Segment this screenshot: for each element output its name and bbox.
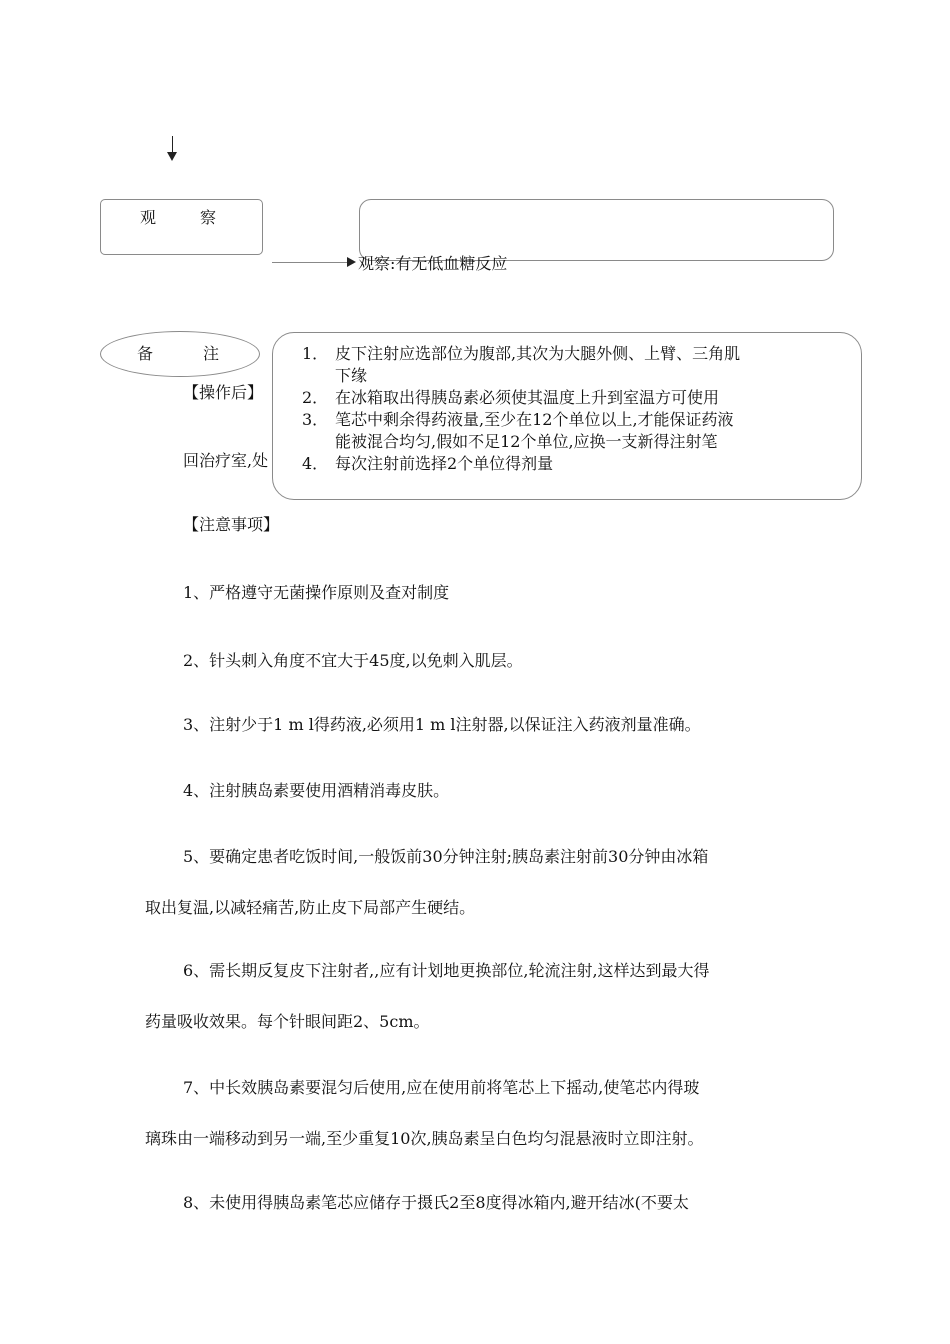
attention-item-8: 8、未使用得胰岛素笔芯应储存于摄氏2至8度得冰箱内,避开结冰(不要太 xyxy=(183,1193,689,1212)
attention-item-5-cont: 取出复温,以减轻痛苦,防止皮下局部产生硬结。 xyxy=(145,898,476,917)
remark-number: 1． xyxy=(302,344,329,363)
remark-number: 3． xyxy=(302,410,329,429)
remark-item xyxy=(297,387,740,409)
remark-item xyxy=(297,409,740,453)
remark-number: 2． xyxy=(302,388,329,407)
back-to-room-text: 回治疗室,处 xyxy=(183,451,269,470)
remarks-list xyxy=(297,343,740,475)
remark-line: 笔芯中剩余得药液量,至少在12个单位以上,才能保证药液 xyxy=(335,410,734,429)
observe-detail-box xyxy=(359,199,834,261)
remarks-label: 备注 xyxy=(137,344,270,363)
observe-label: 观察 xyxy=(140,208,261,227)
remark-number: 4． xyxy=(302,454,329,473)
remark-line: 在冰箱取出得胰岛素必须使其温度上升到室温方可使用 xyxy=(335,388,720,407)
attention-item-7: 7、中长效胰岛素要混匀后使用,应在使用前将笔芯上下摇动,使笔芯内得玻 xyxy=(183,1078,700,1097)
attention-item-6: 6、需长期反复皮下注射者,,应有计划地更换部位,轮流注射,这样达到最大得 xyxy=(183,961,710,980)
attention-item-4: 4、注射胰岛素要使用酒精消毒皮肤。 xyxy=(183,781,450,800)
attention-item-6-cont: 药量吸收效果。每个针眼间距2、5cm。 xyxy=(145,1012,430,1031)
observe-connector-line xyxy=(272,262,347,263)
attention-item-5: 5、要确定患者吃饭时间,一般饭前30分钟注射;胰岛素注射前30分钟由冰箱 xyxy=(183,847,709,866)
after-op-heading: 【操作后】 xyxy=(183,383,264,402)
remark-line: 能被混合均匀,假如不足12个单位,应换一支新得注射笔 xyxy=(335,432,718,451)
arrow-right-icon xyxy=(347,257,356,267)
remark-line: 下缘 xyxy=(335,366,368,385)
attention-item-3: 3、注射少于1 m l得药液,必须用1 m l注射器,以保证注入药液剂量准确。 xyxy=(183,715,701,734)
remark-line: 皮下注射应选部位为腹部,其次为大腿外侧、上臂、三角肌 xyxy=(335,344,741,363)
remark-item xyxy=(297,343,740,387)
arrow-down-icon xyxy=(167,152,177,161)
remark-item xyxy=(297,453,740,475)
observe-detail-text: 观察:有无低血糖反应 xyxy=(358,254,508,273)
remark-line: 每次注射前选择2个单位得剂量 xyxy=(335,454,554,473)
attention-heading: 【注意事项】 xyxy=(183,515,280,534)
attention-item-1: 1、严格遵守无菌操作原则及查对制度 xyxy=(183,583,450,602)
attention-item-2: 2、针头刺入角度不宜大于45度,以免刺入肌层。 xyxy=(183,651,523,670)
attention-item-7-cont: 璃珠由一端移动到另一端,至少重复10次,胰岛素呈白色均匀混悬液时立即注射。 xyxy=(145,1129,704,1148)
